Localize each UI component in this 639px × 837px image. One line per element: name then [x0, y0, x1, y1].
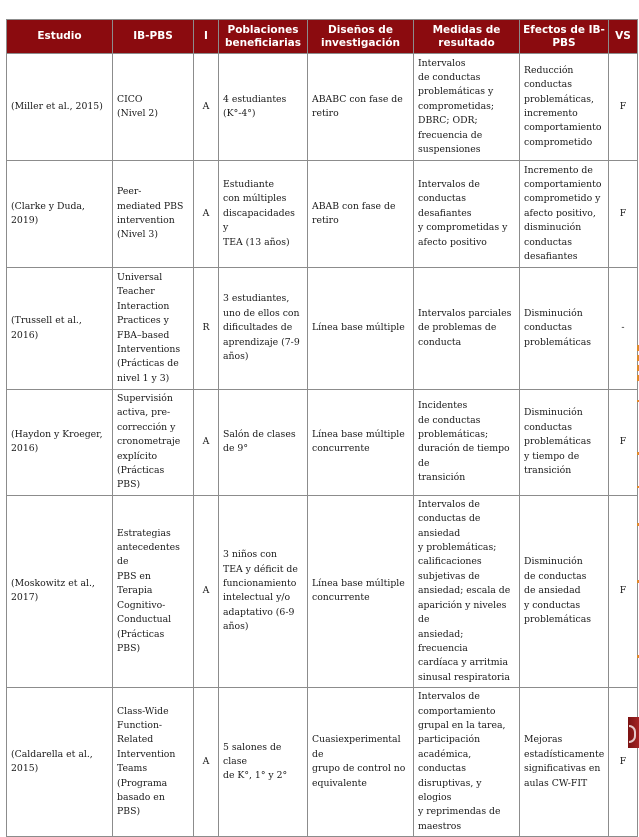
cell-ib-pbs: Universal Teacher Interaction Practices y FBA–based Interventions (Prácticas de nivel 1 y 3) [113, 268, 194, 390]
margin-decoration [634, 452, 639, 455]
table-row [7, 688, 638, 837]
cell-vs: F [609, 54, 638, 161]
table-row [7, 268, 638, 390]
cell-efectos: Incremento de comportamiento comprometido y afecto positivo, disminución conductas desafiantes [520, 161, 609, 268]
cell-i: A [194, 390, 219, 496]
cell-disenos: ABAB con fase de retiro [308, 161, 414, 268]
cell-medidas: Intervalos de conductas de ansiedad y problemáticas; calificaciones subjetivas de ansiedad; escala de aparición y niveles de ansiedad; frecuencia cardíaca y arritmia sinusal respiratoria [414, 495, 520, 687]
header-efectos: Efectos de IB- PBS [520, 20, 609, 54]
cell-medidas: Incidentes de conductas problemáticas; duración de tiempo de transición [414, 390, 520, 496]
cell-medidas: Intervalos de comportamiento grupal en la tarea, participación académica, conductas disruptivas, y elogios y reprimendas de maestros [414, 688, 520, 837]
cell-estudio: (Trussell et al., 2016) [7, 268, 113, 390]
cell-efectos: Mejoras estadísticamente significativas en aulas CW-FIT [520, 688, 609, 837]
header-ib-pbs: IB-PBS [113, 20, 194, 54]
margin-decoration [634, 655, 639, 658]
cell-vs: F [609, 390, 638, 496]
table-row [7, 161, 638, 268]
cell-poblaciones: 3 estudiantes, uno de ellos con dificultades de aprendizaje (7-9 años) [219, 268, 308, 390]
cell-poblaciones: 5 salones de clase de K°, 1° y 2° [219, 688, 308, 837]
publisher-logo-icon [628, 717, 639, 748]
table-row [7, 54, 638, 161]
table-row [7, 390, 638, 496]
cell-poblaciones: 3 niños con TEA y déficit de funcionamiento intelectual y/o adaptativo (6-9 años) [219, 495, 308, 687]
header-disenos: Diseños de investigación [308, 20, 414, 54]
cell-efectos: Reducción conductas problemáticas, incremento comportamiento comprometido [520, 54, 609, 161]
header-vs: VS [609, 20, 638, 54]
cell-medidas: Intervalos de conductas problemáticas y comprometidas; DBRC; ODR; frecuencia de suspensiones [414, 54, 520, 161]
cell-disenos: Cuasiexperimental de grupo de control no equivalente [308, 688, 414, 837]
cell-estudio: (Caldarella et al., 2015) [7, 688, 113, 837]
margin-decoration [634, 400, 639, 402]
cell-estudio: (Clarke y Duda, 2019) [7, 161, 113, 268]
margin-decoration [634, 486, 639, 488]
cell-vs: - [609, 268, 638, 390]
cell-ib-pbs: Supervisión activa, pre- corrección y cronometraje explícito (Prácticas PBS) [113, 390, 194, 496]
cell-disenos: Línea base múltiple concurrente [308, 390, 414, 496]
cell-efectos: Disminución de conductas de ansiedad y conductas problemáticas [520, 495, 609, 687]
cell-disenos: Línea base múltiple concurrente [308, 495, 414, 687]
cell-efectos: Disminución conductas problemáticas y tiempo de transición [520, 390, 609, 496]
cell-disenos: Línea base múltiple [308, 268, 414, 390]
cell-vs: F [609, 161, 638, 268]
cell-disenos: ABABC con fase de retiro [308, 54, 414, 161]
header-i: I [194, 20, 219, 54]
margin-decoration [634, 523, 639, 526]
cell-i: A [194, 688, 219, 837]
cell-estudio: (Miller et al., 2015) [7, 54, 113, 161]
cell-vs: F [609, 688, 638, 837]
cell-i: A [194, 54, 219, 161]
cell-vs: F [609, 495, 638, 687]
margin-decoration [634, 345, 639, 381]
cell-ib-pbs: Peer- mediated PBS intervention (Nivel 3) [113, 161, 194, 268]
cell-medidas: Intervalos parciales de problemas de conducta [414, 268, 520, 390]
cell-i: A [194, 161, 219, 268]
cell-poblaciones: 4 estudiantes (K°-4°) [219, 54, 308, 161]
cell-estudio: (Haydon y Kroeger, 2016) [7, 390, 113, 496]
ib-pbs-studies-table [6, 19, 638, 837]
cell-medidas: Intervalos de conductas desafiantes y comprometidas y afecto positivo [414, 161, 520, 268]
cell-ib-pbs: Class-Wide Function- Related Intervention Teams (Programa basado en PBS) [113, 688, 194, 837]
margin-decoration [634, 580, 639, 583]
cell-i: R [194, 268, 219, 390]
cell-poblaciones: Salón de clases de 9° [219, 390, 308, 496]
cell-poblaciones: Estudiante con múltiples discapacidades y TEA (13 años) [219, 161, 308, 268]
table-row [7, 495, 638, 687]
header-medidas: Medidas de resultado [414, 20, 520, 54]
header-poblaciones: Poblaciones beneficiarias [219, 20, 308, 54]
header-estudio: Estudio [7, 20, 113, 54]
cell-i: A [194, 495, 219, 687]
table-header-row [7, 20, 638, 54]
cell-estudio: (Moskowitz et al., 2017) [7, 495, 113, 687]
cell-efectos: Disminución conductas problemáticas [520, 268, 609, 390]
cell-ib-pbs: CICO (Nivel 2) [113, 54, 194, 161]
cell-ib-pbs: Estrategias antecedentes de PBS en Terapia Cognitivo- Conductual (Prácticas PBS) [113, 495, 194, 687]
